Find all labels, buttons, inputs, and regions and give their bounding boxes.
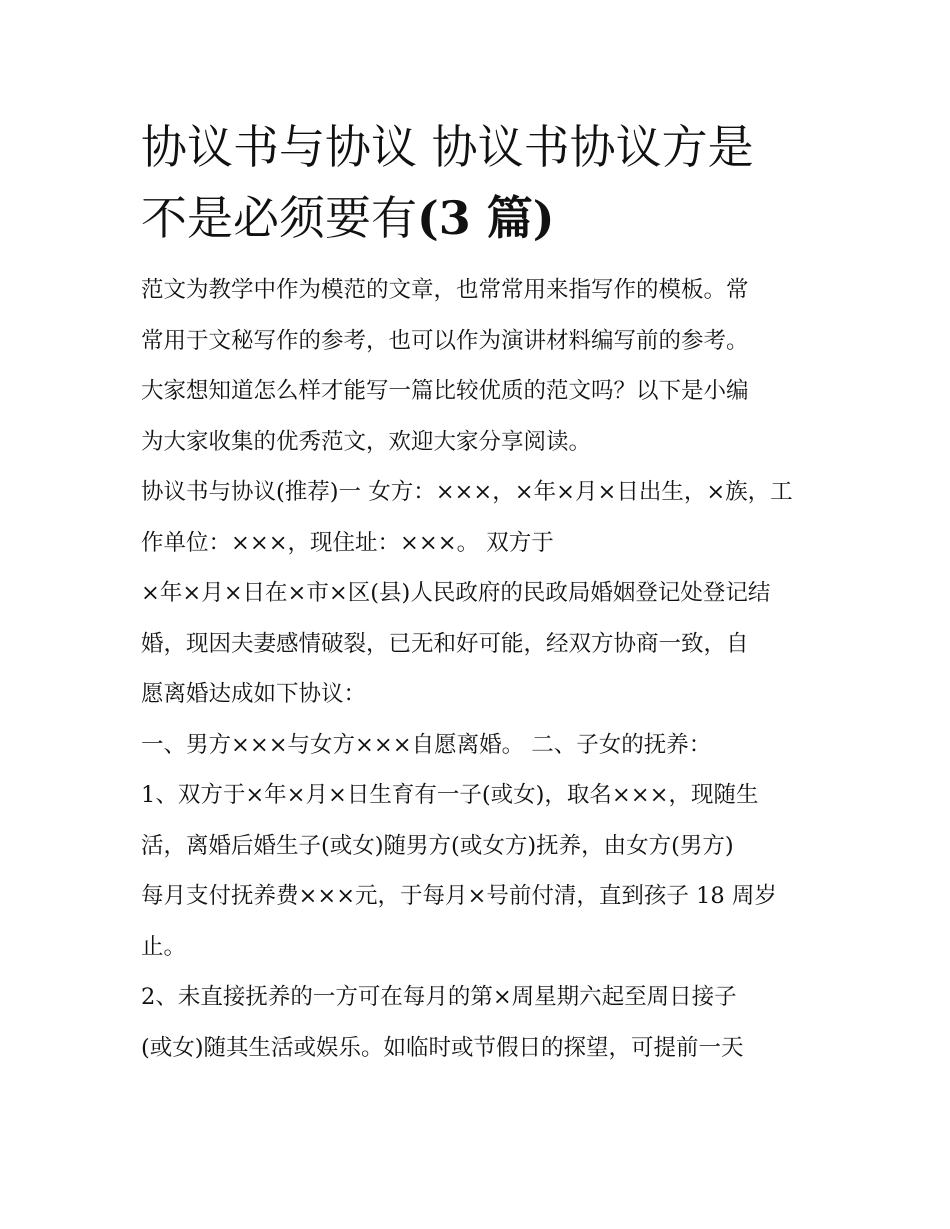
body-line: 范文为教学中作为模范的文章，也常常用来指写作的模板。常	[141, 277, 749, 303]
body-line: (或女)随其生活或娱乐。如临时或节假日的探望，可提前一天	[141, 1034, 744, 1061]
body-line: ×年×月×日在×市×区(县)人民政府的民政局婚姻登记处登记结	[141, 580, 771, 606]
body-line: 2、未直接抚养的一方可在每月的第×周星期六起至周日接子	[141, 984, 737, 1010]
body-line: 常用于文秘写作的参考，也可以作为演讲材料编写前的参考。	[141, 327, 749, 354]
body-line: 一、男方×××与女方×××自愿离婚。 二、子女的抚养：	[141, 731, 712, 758]
body-line: 为大家收集的优秀范文，欢迎大家分享阅读。	[141, 428, 592, 455]
title-count: (3 篇)	[417, 191, 555, 245]
body-line: 作单位：×××，现住址：×××。 双方于	[141, 529, 554, 556]
document-title	[141, 112, 816, 254]
title-line-2: 不是必须要有(3 篇)	[141, 191, 555, 245]
body-line: 止。	[141, 933, 187, 960]
body-line: 1、双方于×年×月×日生育有一子(或女)，取名×××，现随生	[141, 782, 759, 808]
title-line-1: 协议书与协议 协议书协议方是	[141, 120, 754, 174]
body-line: 大家想知道怎么样才能写一篇比较优质的范文吗？以下是小编	[141, 378, 749, 404]
body-line: 愿离婚达成如下协议：	[141, 681, 367, 707]
document-content	[141, 112, 816, 1073]
body-line: 每月支付抚养费×××元，于每月×号前付清，直到孩子 18 周岁	[141, 883, 777, 909]
body-line: 婚，现因夫妻感情破裂，已无和好可能，经双方协商一致，自	[141, 630, 749, 657]
body-line: 协议书与协议(推荐)一 女方：×××，×年×月×日出生，×族，工	[141, 479, 793, 505]
body-line: 活，离婚后婚生子(或女)随男方(或女方)抚养，由女方(男方)	[141, 832, 734, 859]
